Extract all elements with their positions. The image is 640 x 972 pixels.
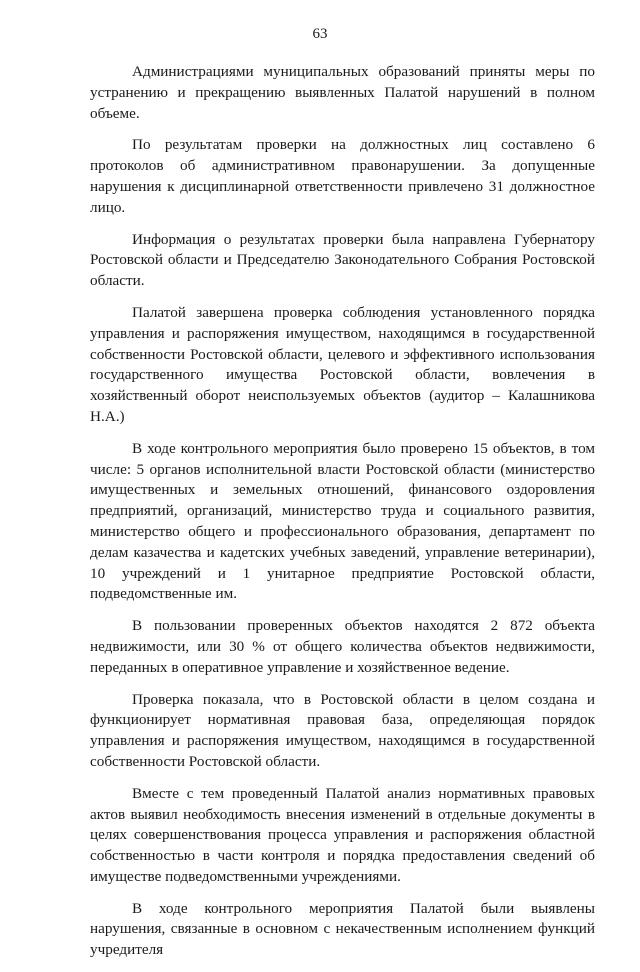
paragraph-audit-completed: Палатой завершена проверка соблюдения установленного порядка управления и распоряжения имуществом, находящимся в государственной собственности Ростовской области, целевого и эффективного использования государственного имущества Ростовской области, вовлечения в хозяйственный оборот неиспользуемых объектов (аудитор – Калашникова Н.А.) xyxy=(90,303,595,425)
paragraph-measures-taken: Администрациями муниципальных образований приняты меры по устранению и прекращению выявленных Палатой нарушений в полном объеме. xyxy=(90,63,595,122)
paragraph-analysis: Вместе с тем проведенный Палатой анализ нормативных правовых актов выявил необходимость внесения изменений в отдельные документы в целях совершенствования процесса управления и распоряжения областной собственностью в части контроля и порядка предоставления сведений об имуществе подведомственными учреждениями. xyxy=(90,784,595,885)
paragraph-information-sent: Информация о результатах проверки была направлена Губернатору Ростовской области и Председателю Законодательного Собрания Ростовской области. xyxy=(90,230,595,290)
paragraph-violations: В ходе контрольного мероприятия Палатой были выявлены нарушения, связанные в основном с некачественным исполнением функций учредителя xyxy=(90,899,595,959)
document-body xyxy=(90,62,595,972)
paragraph-real-estate: В пользовании проверенных объектов находятся 2 872 объекта недвижимости, или 30 % от общего количества объектов недвижимости, переданных в оперативное управление и хозяйственное ведение. xyxy=(90,617,595,676)
paragraph-objects-checked: В ходе контрольного мероприятия было проверено 15 объектов, в том числе: 5 органов исполнительной власти Ростовской области (министерство имущественных и земельных отношений, финансового оздоровления предприятий, организаций, министерство труда и социального развития, министерство общего и профессионального образования, департамент по делам казачества и кадетских учебных заведений, управление ветеринарии), 10 учреждений и 1 унитарное предприятие Ростовской области, подведомственные им. xyxy=(90,439,595,603)
page-number: 63 xyxy=(312,26,328,42)
paragraph-legal-framework: Проверка показала, что в Ростовской области в целом создана и функционирует нормативная правовая база, определяющая порядок управления и распоряжения имуществом, находящимся в государственной собственности Ростовской области. xyxy=(90,690,595,770)
paragraph-protocols: По результатам проверки на должностных лиц составлено 6 протоколов об административном правонарушении. За допущенные нарушения к дисциплинарной ответственности привлечено 31 должностное лицо. xyxy=(90,136,595,216)
